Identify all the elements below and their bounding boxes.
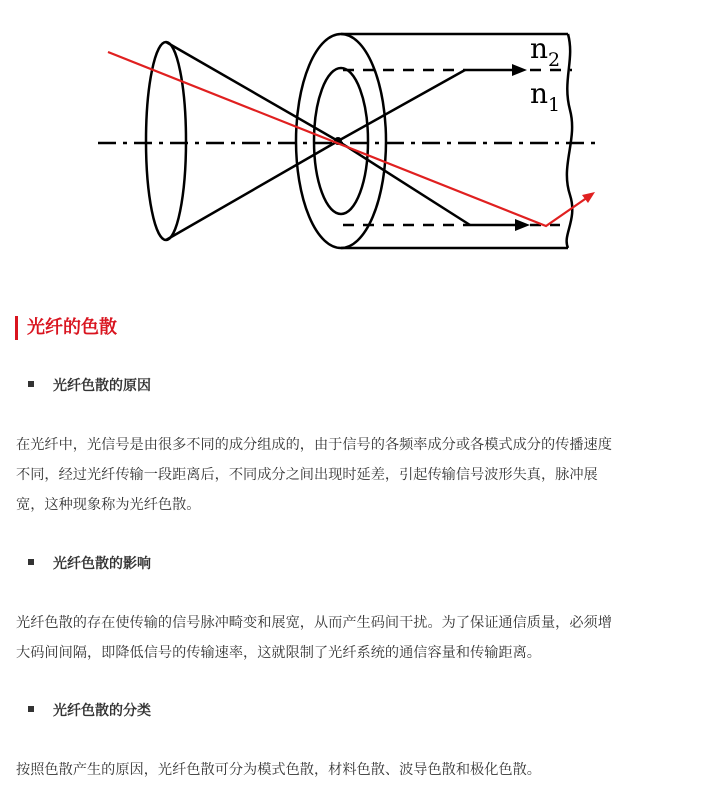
paragraph-line: 光纤色散的存在使传输的信号脉冲畸变和展宽，从而产生码间干扰。为了保证通信质量，必须增 (16, 615, 612, 631)
subheading-types (28, 701, 151, 721)
incident-ray (108, 52, 588, 226)
n1-label: $n_1$ (530, 77, 561, 116)
paragraph-line: 不同，经过光纤传输一段距离后，不同成分之间出现时延差，引起传输信号波形失真，脉冲展 (16, 467, 598, 483)
ray-down (338, 141, 470, 225)
section-title: 光纤的色散 (15, 316, 117, 340)
paragraph-line: 按照色散产生的原因，光纤色散可分为模式色散，材料色散、波导色散和极化色散。 (16, 762, 541, 778)
paragraph-effect (16, 608, 688, 668)
paragraph-line: 宽，这种现象称为光纤色散。 (16, 497, 201, 513)
subheading-cause (28, 376, 151, 396)
bullet-icon (28, 381, 34, 387)
paragraph-line: 大码间间隔，即降低信号的传输速率，这就限制了光纤系统的通信容量和传输距离。 (16, 645, 541, 661)
paragraph-cause (16, 430, 688, 520)
n2-label: $n_2$ (530, 32, 561, 71)
fiber-diagram-svg (0, 0, 703, 290)
subheading-effect (28, 554, 151, 574)
subheading-effect-label: 光纤色散的影响 (53, 556, 151, 572)
paragraph-types (16, 755, 688, 785)
paragraph-line: 在光纤中，光信号是由很多不同的成分组成的，由于信号的各频率成分或各模式成分的传播速度 (16, 437, 612, 453)
subheading-types-label: 光纤色散的分类 (53, 703, 151, 719)
incident-ray-arrowhead (582, 192, 595, 203)
fiber-diagram (0, 0, 703, 290)
subheading-cause-label: 光纤色散的原因 (53, 378, 151, 394)
lens-ellipse (146, 42, 186, 240)
bullet-icon (28, 559, 34, 565)
upper-arrowhead (512, 64, 527, 76)
bullet-icon (28, 706, 34, 712)
lower-arrowhead (515, 219, 530, 231)
fiber-cut-end (567, 34, 573, 248)
